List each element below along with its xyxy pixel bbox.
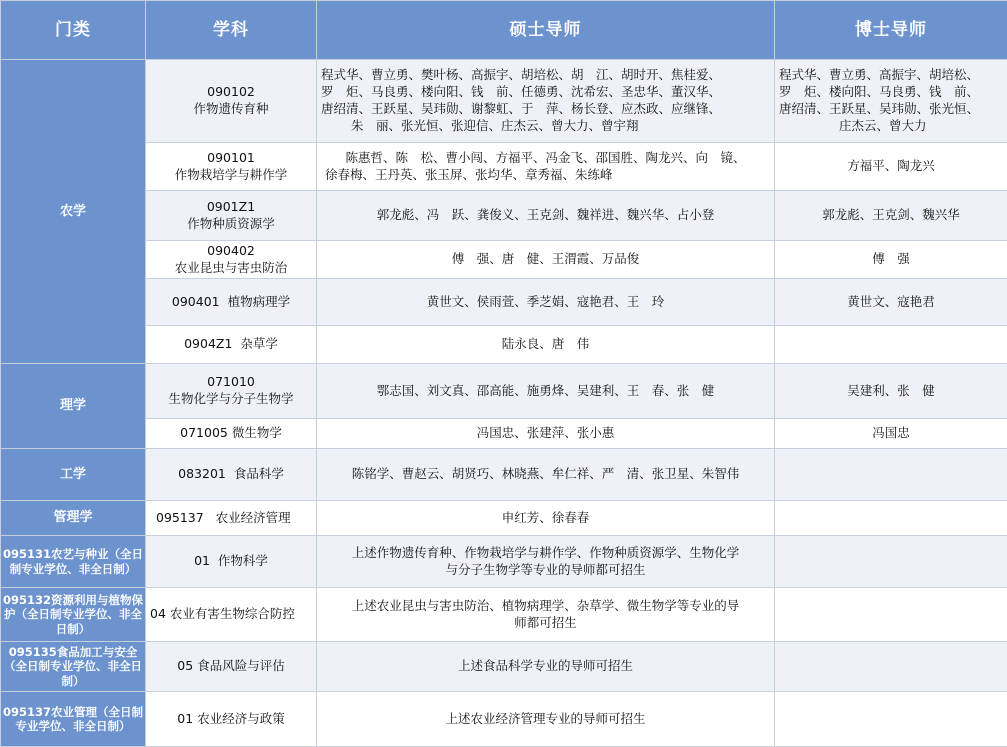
table-row	[1, 143, 1007, 191]
supervisor-line: 黄世文、寇艳君	[779, 294, 1003, 311]
subject-cell	[146, 241, 317, 279]
subject-cell	[146, 279, 317, 326]
subject-name: 植物病理学	[228, 294, 291, 309]
subject-code: 01	[194, 553, 210, 568]
doctoral-supervisors-cell	[775, 143, 1007, 191]
doctoral-supervisors-cell	[775, 692, 1007, 747]
master-supervisors-cell	[317, 501, 775, 536]
header-doctoral-supervisors: 博士导师	[775, 1, 1007, 60]
subject-cell	[146, 449, 317, 501]
doctoral-supervisors-cell	[775, 536, 1007, 588]
subject-name: 食品风险与评估	[197, 658, 285, 673]
doctoral-supervisors-cell	[775, 191, 1007, 241]
subject-code: 090401	[172, 294, 220, 309]
subject-code: 095137	[156, 510, 204, 525]
table-row	[1, 326, 1007, 364]
supervisor-line: 方福平、陶龙兴	[779, 158, 1003, 175]
supervisor-line: 陆永良、唐 伟	[321, 336, 770, 353]
supervisor-line: 黄世文、侯雨萱、季芝娟、寇艳君、王 玲	[321, 294, 770, 311]
subject-name: 农业昆虫与害虫防治	[150, 260, 312, 277]
subject-name: 农业有害生物综合防控	[170, 606, 295, 621]
subject-cell	[146, 143, 317, 191]
master-supervisors-cell	[317, 536, 775, 588]
supervisor-line: 冯国忠	[779, 425, 1003, 442]
subject-name: 食品科学	[234, 466, 284, 481]
supervisor-line: 唐绍清、王跃星、吴玮勋、张光恒、	[779, 101, 1003, 118]
doctoral-supervisors-cell	[775, 241, 1007, 279]
supervisor-line: 徐春梅、王丹英、张玉屏、张均华、章秀福、朱练峰	[321, 167, 770, 184]
master-supervisors-cell	[317, 642, 775, 692]
subject-cell	[146, 642, 317, 692]
doctoral-supervisors-cell	[775, 449, 1007, 501]
table-row	[1, 191, 1007, 241]
master-supervisors-cell	[317, 449, 775, 501]
subject-code: 04	[150, 606, 166, 621]
doctoral-supervisors-cell	[775, 419, 1007, 449]
supervisor-line: 与分子生物学等专业的导师都可招生	[321, 562, 770, 579]
category-cell: 理学	[1, 364, 146, 449]
category-cell: 095135食品加工与安全（全日制专业学位、非全日制）	[1, 642, 146, 692]
supervisor-line: 陈铭学、曹赵云、胡贤巧、林晓燕、牟仁祥、严 清、张卫星、朱智伟	[321, 466, 770, 483]
subject-name: 生物化学与分子生物学	[150, 391, 312, 408]
table-row	[1, 692, 1007, 747]
subject-code: 083201	[178, 466, 226, 481]
category-cell: 095137农业管理（全日制专业学位、非全日制）	[1, 692, 146, 747]
table-row	[1, 588, 1007, 642]
header-subject: 学科	[146, 1, 317, 60]
subject-cell	[146, 692, 317, 747]
table-row	[1, 60, 1007, 143]
table-row	[1, 241, 1007, 279]
subject-code: 071010	[150, 374, 312, 391]
supervisor-line: 唐绍清、王跃星、吴玮勋、谢黎虹、于 萍、杨长登、应杰政、应继锋、	[321, 101, 770, 118]
table-row	[1, 419, 1007, 449]
subject-code: 0901Z1	[150, 199, 312, 216]
supervisor-line: 程式华、曹立勇、樊叶杨、高振宇、胡培松、胡 江、胡时开、焦桂爱、	[321, 67, 770, 84]
subject-cell	[146, 191, 317, 241]
doctoral-supervisors-cell	[775, 364, 1007, 419]
subject-cell	[146, 364, 317, 419]
subject-code: 01	[177, 711, 193, 726]
subject-cell	[146, 60, 317, 143]
supervisor-line: 罗 炬、楼向阳、马良勇、钱 前、	[779, 84, 1003, 101]
subject-cell	[146, 588, 317, 642]
subject-cell	[146, 326, 317, 364]
subject-name: 微生物学	[232, 425, 282, 440]
master-supervisors-cell	[317, 692, 775, 747]
subject-name: 作物遗传育种	[150, 101, 312, 118]
category-cell: 工学	[1, 449, 146, 501]
master-supervisors-cell	[317, 364, 775, 419]
supervisor-line: 申红芳、徐春春	[321, 510, 770, 527]
subject-name: 作物科学	[218, 553, 268, 568]
master-supervisors-cell	[317, 143, 775, 191]
subject-cell	[146, 501, 317, 536]
supervisor-line: 上述食品科学专业的导师可招生	[321, 658, 770, 675]
doctoral-supervisors-cell	[775, 279, 1007, 326]
supervisor-line: 庄杰云、曾大力	[779, 118, 1003, 135]
subject-code: 090101	[150, 150, 312, 167]
category-cell: 管理学	[1, 501, 146, 536]
supervisor-line: 程式华、曹立勇、高振宇、胡培松、	[779, 67, 1003, 84]
subject-name: 农业经济与政策	[197, 711, 285, 726]
supervisor-line: 师都可招生	[321, 615, 770, 632]
subject-cell	[146, 536, 317, 588]
master-supervisors-cell	[317, 326, 775, 364]
table-row	[1, 449, 1007, 501]
doctoral-supervisors-cell	[775, 588, 1007, 642]
subject-name: 农业经济管理	[216, 510, 291, 525]
supervisor-line: 傅 强、唐 健、王渭霞、万品俊	[321, 251, 770, 268]
subject-code: 090402	[150, 243, 312, 260]
master-supervisors-cell	[317, 279, 775, 326]
doctoral-supervisors-cell	[775, 642, 1007, 692]
master-supervisors-cell	[317, 588, 775, 642]
supervisor-line: 陈惠哲、陈 松、曹小闯、方福平、冯金飞、邵国胜、陶龙兴、向 镜、	[321, 150, 770, 167]
supervisor-line: 冯国忠、张建萍、张小惠	[321, 425, 770, 442]
category-cell: 095131农艺与种业（全日制专业学位、非全日制）	[1, 536, 146, 588]
supervisor-line: 罗 炬、马良勇、楼向阳、钱 前、任德勇、沈希宏、圣忠华、董汉华、	[321, 84, 770, 101]
header-master-supervisors: 硕士导师	[317, 1, 775, 60]
table-row	[1, 536, 1007, 588]
category-cell: 农学	[1, 60, 146, 364]
header-category: 门类	[1, 1, 146, 60]
table-row	[1, 364, 1007, 419]
supervisor-line: 吴建利、张 健	[779, 383, 1003, 400]
master-supervisors-cell	[317, 60, 775, 143]
supervisor-line: 上述农业昆虫与害虫防治、植物病理学、杂草学、微生物学等专业的导	[321, 598, 770, 615]
supervisor-line: 傅 强	[779, 251, 1003, 268]
supervisor-line: 郭龙彪、王克剑、魏兴华	[779, 207, 1003, 224]
subject-code: 0904Z1	[184, 336, 232, 351]
master-supervisors-cell	[317, 241, 775, 279]
table-row	[1, 642, 1007, 692]
subject-cell	[146, 419, 317, 449]
subject-code: 05	[177, 658, 193, 673]
doctoral-supervisors-cell	[775, 60, 1007, 143]
table-row	[1, 279, 1007, 326]
doctoral-supervisors-cell	[775, 501, 1007, 536]
master-supervisors-cell	[317, 191, 775, 241]
supervisor-line: 朱 丽、张光恒、张迎信、庄杰云、曾大力、曾宇翔	[321, 118, 770, 135]
subject-name: 杂草学	[240, 336, 278, 351]
table-row	[1, 501, 1007, 536]
subject-code: 071005	[180, 425, 228, 440]
doctoral-supervisors-cell	[775, 326, 1007, 364]
subject-name: 作物种质资源学	[150, 216, 312, 233]
master-supervisors-cell	[317, 419, 775, 449]
supervisor-line: 郭龙彪、冯 跃、龚俊义、王克剑、魏祥进、魏兴华、占小登	[321, 207, 770, 224]
supervisor-line: 上述农业经济管理专业的导师可招生	[321, 711, 770, 728]
supervisor-line: 上述作物遗传育种、作物栽培学与耕作学、作物种质资源学、生物化学	[321, 545, 770, 562]
supervisor-line: 鄂志国、刘文真、邵高能、施勇烽、吴建利、王 春、张 健	[321, 383, 770, 400]
subject-code: 090102	[150, 84, 312, 101]
subject-name: 作物栽培学与耕作学	[150, 167, 312, 184]
category-cell: 095132资源利用与植物保护（全日制专业学位、非全日制）	[1, 588, 146, 642]
